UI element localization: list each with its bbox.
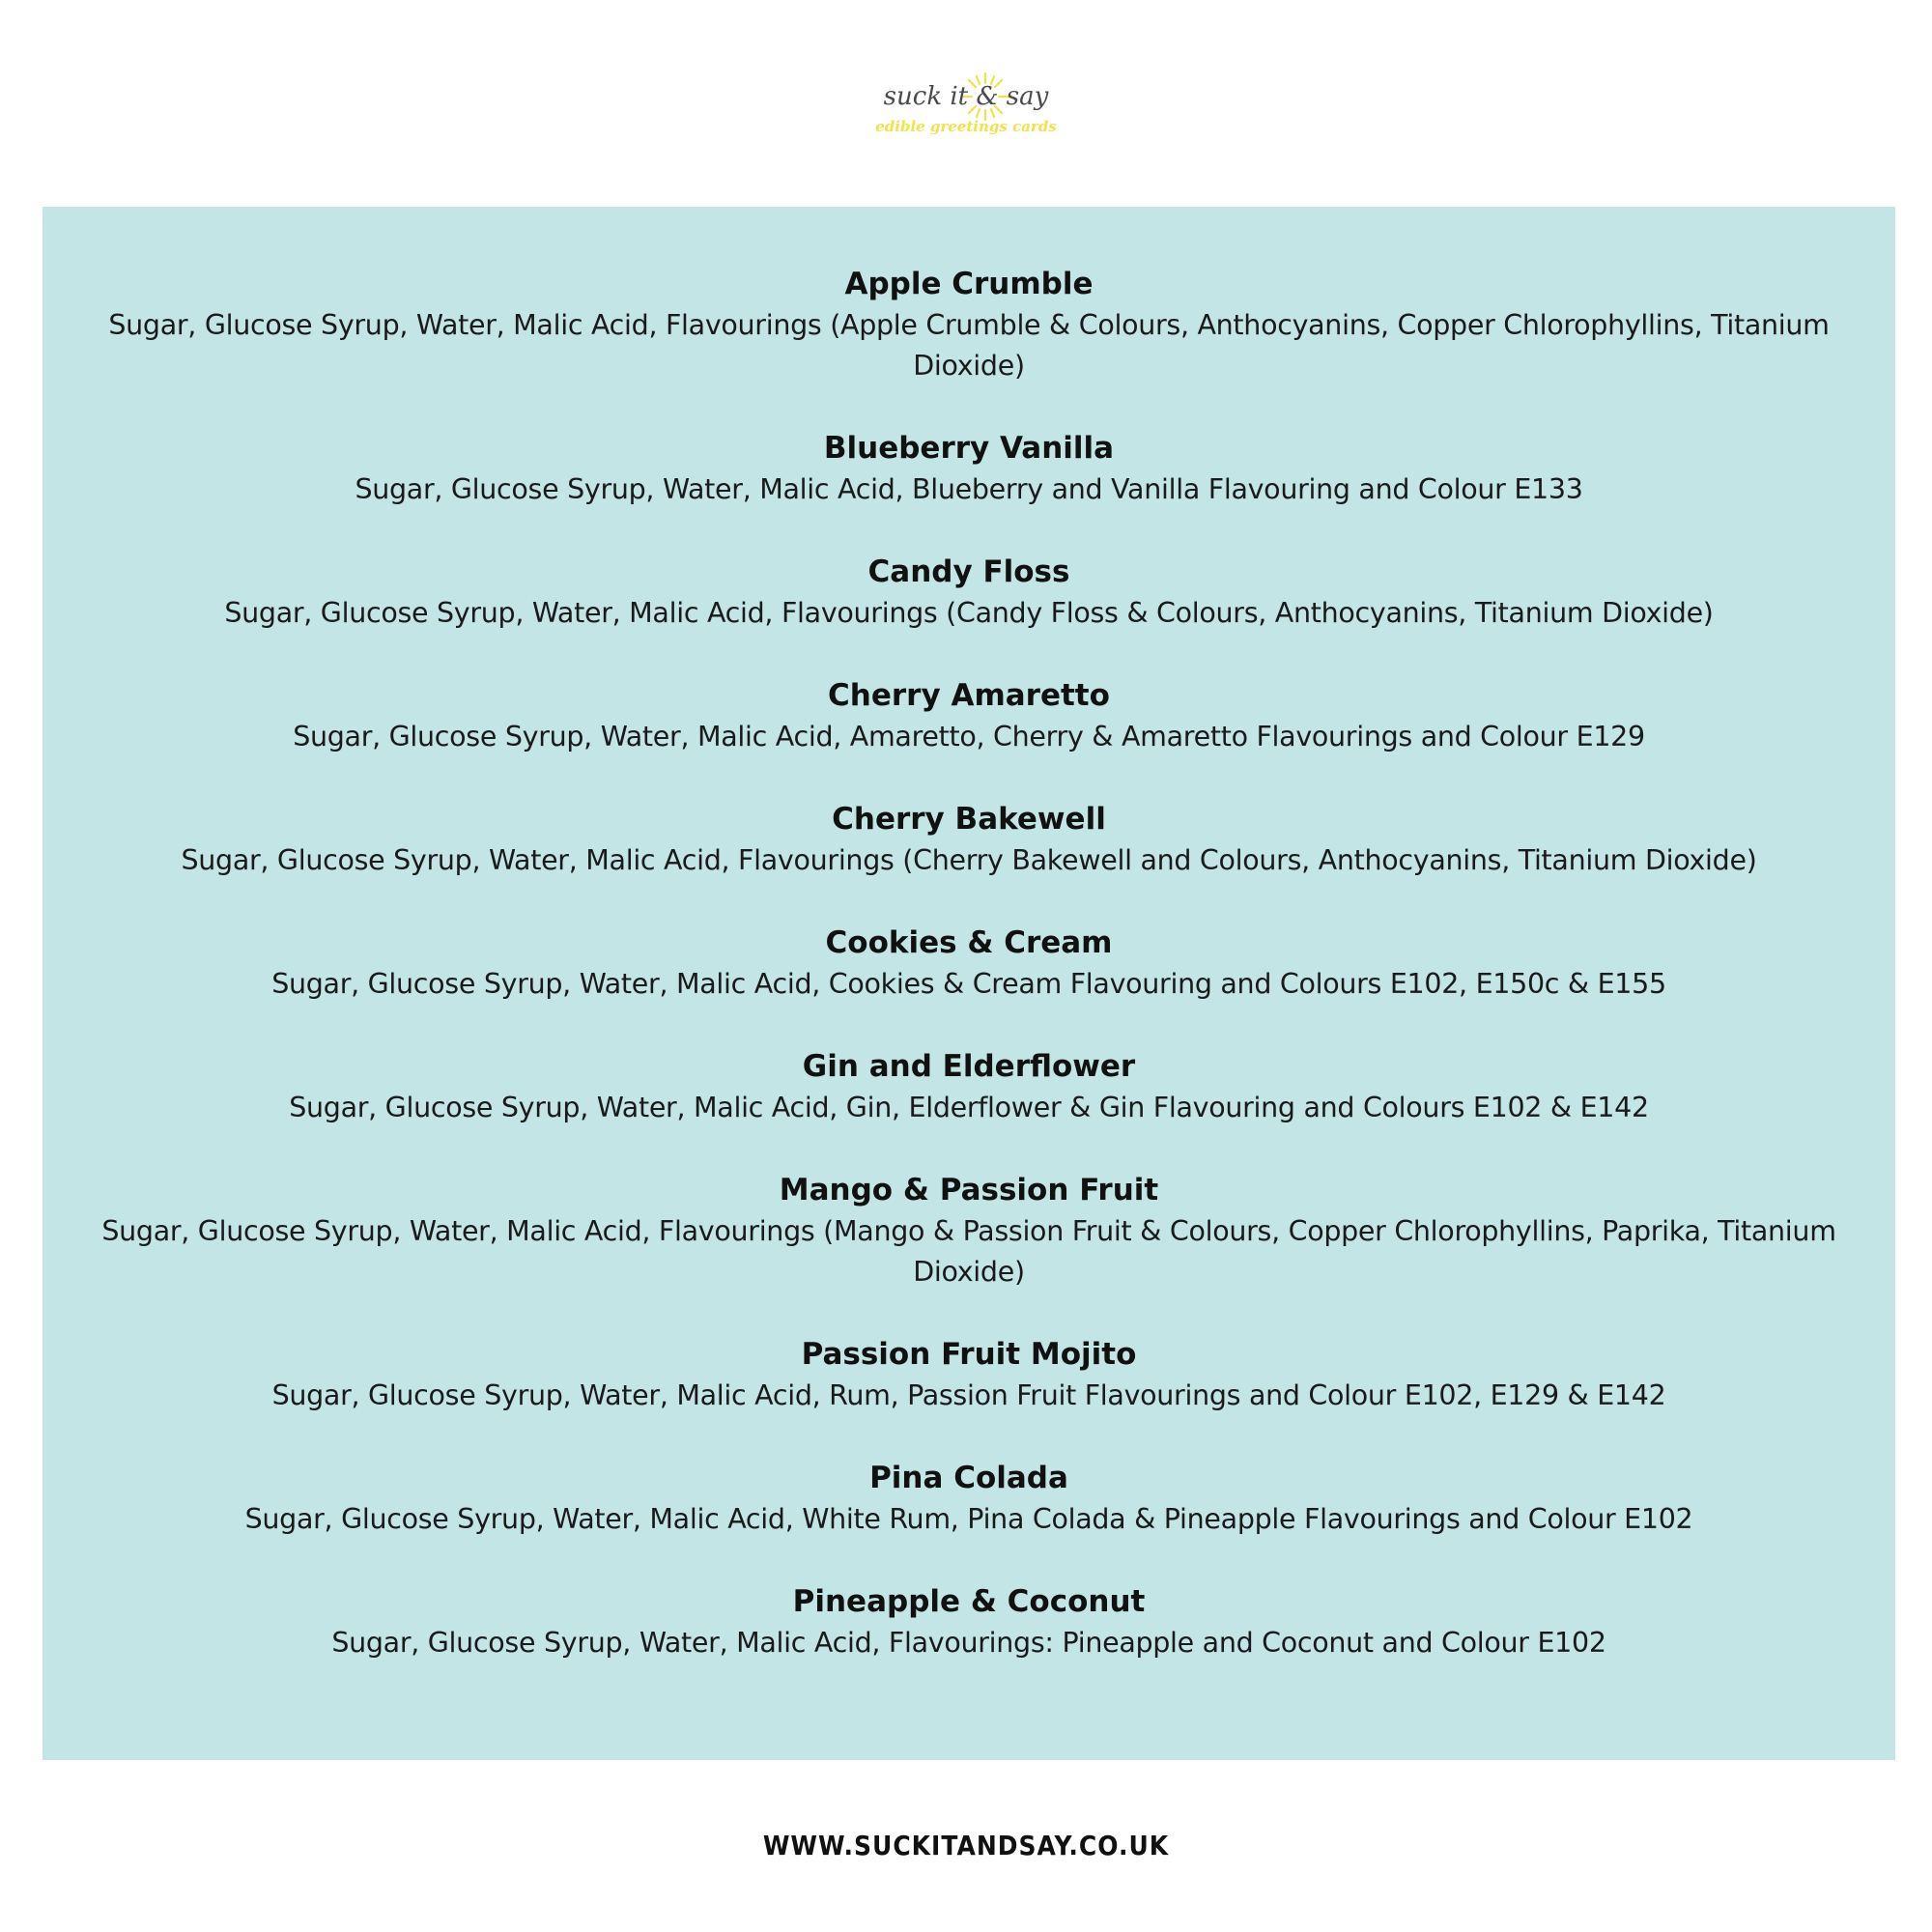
flavour-name: Pina Colada bbox=[869, 1461, 1068, 1495]
flavour-entry bbox=[99, 1045, 1838, 1128]
flavour-ingredients: Sugar, Glucose Syrup, Water, Malic Acid, White Rum, Pina Colada & Pineapple Flavourings and Colour E102 bbox=[244, 1503, 1693, 1535]
flavour-name: Candy Floss bbox=[867, 554, 1070, 589]
brand-tagline-text: edible greetings cards bbox=[875, 118, 1057, 135]
flavour-ingredients: Sugar, Glucose Syrup, Water, Malic Acid, Flavourings: Pineapple and Coconut and Colour E102 bbox=[331, 1627, 1606, 1659]
flavour-ingredients: Sugar, Glucose Syrup, Water, Malic Acid, Gin, Elderflower & Gin Flavouring and Colours E102 & E142 bbox=[289, 1092, 1649, 1123]
flavour-list bbox=[43, 263, 1895, 1704]
flavour-entry bbox=[99, 1580, 1838, 1663]
flavour-ingredients: Sugar, Glucose Syrup, Water, Malic Acid, Flavourings (Candy Floss & Colours, Anthocyanins, Titanium Dioxide) bbox=[224, 597, 1714, 629]
flavour-name: Mango & Passion Fruit bbox=[779, 1173, 1159, 1208]
flavour-ingredients: Sugar, Glucose Syrup, Water, Malic Acid, Cookies & Cream Flavouring and Colours E102, E150c & E155 bbox=[271, 968, 1666, 1000]
flavour-entry bbox=[99, 798, 1838, 881]
flavour-entry bbox=[99, 427, 1838, 510]
flavour-entry bbox=[99, 551, 1838, 634]
flavour-name: Pineapple & Coconut bbox=[792, 1584, 1146, 1619]
flavour-ingredients: Sugar, Glucose Syrup, Water, Malic Acid, Flavourings (Mango & Passion Fruit & Colours, Copper Chlorophyllins, Paprika, Titanium Dioxide) bbox=[101, 1215, 1836, 1288]
flavour-ingredients: Sugar, Glucose Syrup, Water, Malic Acid, Blueberry and Vanilla Flavouring and Colour E133 bbox=[355, 473, 1583, 505]
flavour-ingredients: Sugar, Glucose Syrup, Water, Malic Acid, Rum, Passion Fruit Flavourings and Colour E102, E129 & E142 bbox=[271, 1379, 1666, 1411]
flavour-name: Cherry Bakewell bbox=[832, 802, 1106, 837]
flavour-entry bbox=[99, 922, 1838, 1005]
brand-logo bbox=[850, 48, 1082, 145]
flavour-entry bbox=[99, 1169, 1838, 1293]
flavour-name: Cherry Amaretto bbox=[828, 678, 1110, 713]
flavour-ingredients: Sugar, Glucose Syrup, Water, Malic Acid, Flavourings (Cherry Bakewell and Colours, Anthocyanins, Titanium Dioxide) bbox=[181, 844, 1757, 876]
flavour-name: Passion Fruit Mojito bbox=[801, 1337, 1137, 1372]
flavour-name: Blueberry Vanilla bbox=[823, 431, 1115, 466]
ingredients-panel bbox=[43, 207, 1895, 1760]
flavour-name: Cookies & Cream bbox=[825, 925, 1113, 960]
brand-logo-graphic bbox=[850, 48, 1082, 145]
flavour-name: Apple Crumble bbox=[844, 267, 1094, 301]
flavour-entry bbox=[99, 1457, 1838, 1540]
website-url[interactable]: WWW.SUCKITANDSAY.CO.UK bbox=[762, 1830, 1170, 1861]
flavour-ingredients: Sugar, Glucose Syrup, Water, Malic Acid, Amaretto, Cherry & Amaretto Flavourings and Colour E129 bbox=[293, 721, 1645, 753]
flavour-entry bbox=[99, 1333, 1838, 1416]
flavour-entry bbox=[99, 263, 1838, 386]
brand-name-text: suck it & say bbox=[883, 82, 1049, 111]
flavour-ingredients: Sugar, Glucose Syrup, Water, Malic Acid, Flavourings (Apple Crumble & Colours, Anthocyanins, Copper Chlorophyllins, Titanium Dioxide) bbox=[108, 309, 1830, 382]
flavour-name: Gin and Elderflower bbox=[802, 1049, 1136, 1084]
flavour-entry bbox=[99, 674, 1838, 757]
